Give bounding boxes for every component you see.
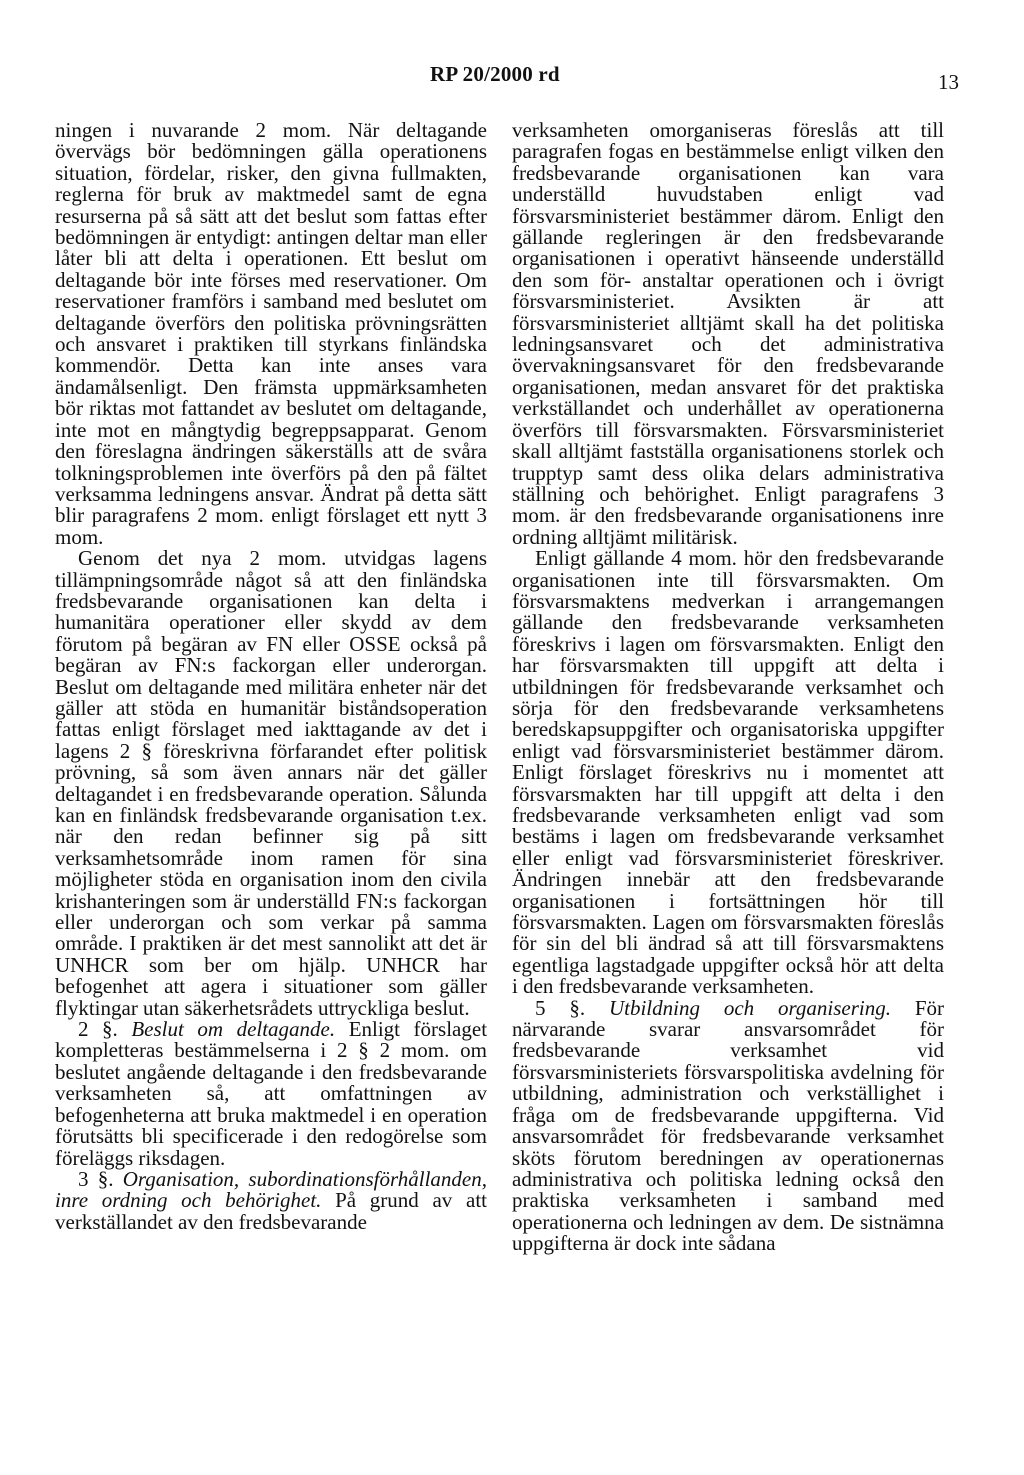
left-paragraph-2: Genom det nya 2 mom. utvidgas lagens tillämpningsområde något så att den finländska fredsbevarande organisationen kan delta i humanitära operationer eller skydd av dem förutom på begäran av FN eller OSSE också på begäran av FN:s fackorgan eller underorgan. Beslut om deltagande med militära enheter när det gäller att stöda en humanitär biståndsoperation fattas enligt förslaget med iakttagande av det i lagens 2 § föreskrivna förfarandet efter politisk prövning, så som även annars när det gäller deltagandet i en fredsbevarande operation. Sålunda kan en finländsk fredsbevarande organisation t.ex. när den redan befinner sig på sitt verksamhetsområde inom ramen för sina möjligheter stöda en organisation inom den civila krishanteringen som är underställd FN:s fackorgan eller underorgan och som verkar på samma område. I praktiken är det mest sannolikt att det är UNHCR som ber om hjälp. UNHCR har befogenhet att agera i situationer som gäller flyktingar utan säkerhetsrådets uttryckliga beslut. xyxy=(55,546,487,1020)
section-title-2: Beslut om deltagande. xyxy=(131,1017,336,1042)
left-paragraph-4 xyxy=(55,1166,487,1234)
section-title-3: Organisation, subordinationsförhållanden, inre ordning och behörighet. xyxy=(55,1166,487,1213)
page-number: 13 xyxy=(938,70,959,94)
right-paragraph-3 xyxy=(512,995,945,1256)
right-paragraph-1: verksamheten omorganiseras föreslås att till paragrafen fogas en bestämmelse enligt vilken den fredsbevarande organisationen kan vara underställd huvudstaben enligt vad försvarsministeriet bestämmer därom. Enligt den gällande regleringen är den fredsbevarande organisationen i operativt hänseende underställd den som för- anstaltar operationen och i övrigt försvarsministeriet. Avsikten är att försvarsministeriet alltjämt skall ha det politiska ledningsansvaret och det administrativa övervakningsansvaret för den fredsbevarande organisationen, medan ansvaret för det praktiska verkställandet och underhållet av operationerna överförs till försvarsmakten. Försvarsministeriet skall alltjämt fastställa organisationens storlek och trupptyp samt dess olika delars administrativa ställning och behörighet. Enligt paragrafens 3 mom. är den fredsbevarande organisationens inre ordning alltjämt militärisk. xyxy=(512,118,944,549)
section-number-2: 2 §. xyxy=(78,1017,118,1042)
left-column xyxy=(55,120,487,1233)
document-reference: RP 20/2000 rd xyxy=(430,62,560,86)
section-title-5: Utbildning och organisering. xyxy=(608,995,891,1020)
section-body-3: På grund av att verkställandet av den fredsbevarande xyxy=(55,1188,487,1234)
section-number-5: 5 §. xyxy=(535,995,586,1020)
left-paragraph-3 xyxy=(55,1019,487,1169)
left-paragraph-1: ningen i nuvarande 2 mom. När deltagande övervägs bör bedömningen gälla operationens situation, fördelar, risker, den givna fullmakten, reglerna för bruk av maktmedel samt de egna resurserna på så sätt att det beslut som fattas efter bedömningen är entydigt: antingen deltar man eller låter bli att delta i operationen. Ett beslut om deltagande bör inte förses med reservationer. Om reservationer framförs i samband med beslutet om deltagande överförs den politiska prövningsrätten och ansvaret i praktiken till styrkans finländska kommendör. Detta kan inte anses vara ändamålsenligt. Den främsta uppmärksamheten bör riktas mot fattandet av beslutet om deltagande, inte mot en mångtydig begreppsapparat. Genom den föreslagna ändringen säkerställs att de svåra tolkningsproblemen inte överförs på den på fältet verksamma ledningens ansvar. Ändrat på detta sätt blir paragrafens 2 mom. enligt förslaget ett nytt 3 mom. xyxy=(55,118,487,549)
page-header xyxy=(0,62,1024,92)
right-column xyxy=(512,120,944,1255)
section-body-5: För närvarande svarar ansvarsområdet för fredsbevarande verksamhet vid försvarsministeriets försvarspolitiska avdelning för utbildning, administration och verkställighet i fråga om de fredsbevarande uppgifterna. Vid ansvarsområdet för fredsbevarande verksamhet sköts förutom beredningen av operationernas administrativa och politiska ledning också den praktiska verksamheten i samband med operationerna och ledningen av dem. De sistnämna uppgifterna är dock inte sådana xyxy=(512,995,945,1256)
right-paragraph-2: Enligt gällande 4 mom. hör den fredsbevarande organisationen inte till försvarsmakten. Om försvarsmaktens medverkan i arrangemangen gällande den fredsbevarande verksamheten föreskrivs i lagen om försvarsmakten. Enligt den har försvarsmakten till uppgift att delta i utbildningen för fredsbevarande verksamhet och sörja för den fredsbevarande verksamhetens beredskapsuppgifter och organisatoriska uppgifter enligt vad försvarsministeriet bestämmer därom. Enligt förslaget föreskrivs nu i momentet att försvarsmakten har till uppgift att delta i den fredsbevarande verksamheten enligt vad som bestäms i lagen om fredsbevarande verksamhet eller enligt vad försvarsministeriet föreskriver. Ändringen innebär att den fredsbevarande organisationen i fortsättningen hör till försvarsmakten. Lagen om försvarsmakten föreslås för sin del bli ändrad så att till försvarsmaktens egentliga lagstadgade uppgifter också hör att delta i den fredsbevarande verksamheten. xyxy=(512,546,944,999)
section-body-2: Enligt förslaget kompletteras bestämmelserna i 2 § 2 mom. om beslutet angående deltagande i den fredsbevarande verksamheten så, att omfattningen av befogenheterna att bruka maktmedel i en operation förutsätts bli specificerade i den redogörelse som föreläggs riksdagen. xyxy=(55,1017,488,1170)
section-number-3: 3 §. xyxy=(78,1166,114,1191)
